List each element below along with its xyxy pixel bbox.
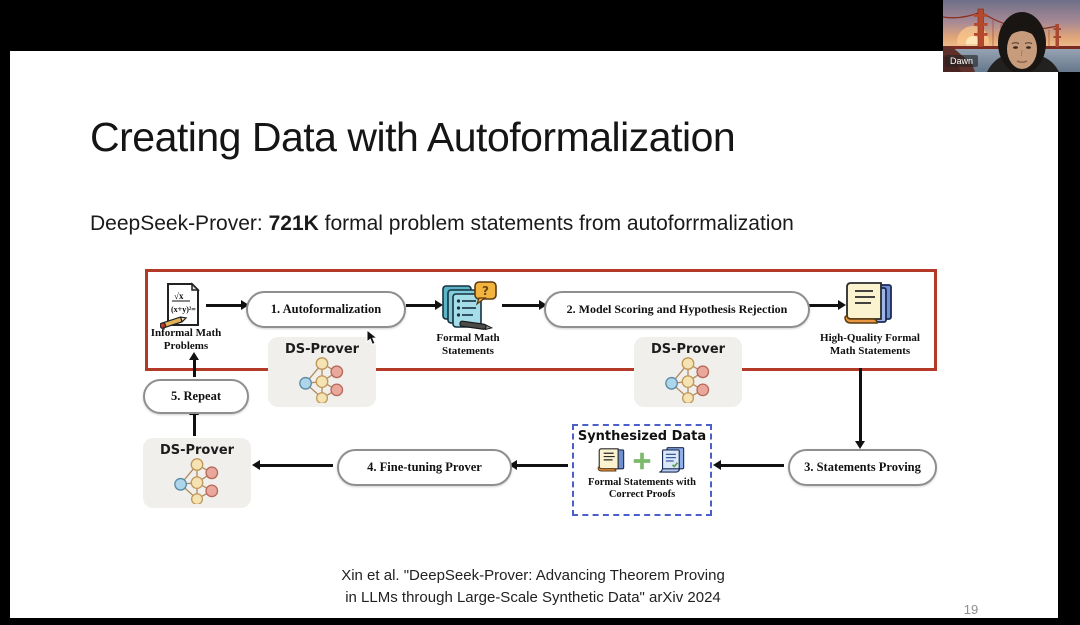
step-repeat: 5. Repeat [143,379,249,414]
proof-doc-check-icon [657,446,687,476]
ds-prover-card-finetuned [143,438,251,508]
citation-line1: Xin et al. "DeepSeek-Prover: Advancing Theorem Proving [341,567,725,584]
synthesized-data-label: Formal Statements with Correct Proofs [588,477,696,500]
ds-prover-label: DS-Prover [284,342,360,357]
ds-prover-label: DS-Prover [159,443,235,458]
arrow-formal-to-step2 [502,304,540,307]
subtitle-suffix: formal problem statements from autoforrmalization [318,212,794,235]
subtitle-prefix: DeepSeek-Prover: [90,212,269,235]
svg-text:?: ? [482,284,489,298]
synthesized-data-title: Synthesized Data [577,429,707,444]
formal-math-statements-label: Formal Math Statements [436,332,500,357]
citation-line2: in LLMs through Large-Scale Synthetic Data" arXiv 2024 [345,589,721,606]
arrow-highquality-to-step3 [859,368,862,442]
neural-network-icon [296,357,348,403]
neural-network-icon [662,357,714,403]
webcam-tile[interactable] [943,0,1080,72]
arrow-dsprover-to-repeat [193,414,196,436]
quality-documents-icon [843,279,897,331]
arrow-synthesized-to-step4 [516,464,568,467]
high-quality-statements-label: High-Quality Formal Math Statements [820,332,920,357]
informal-math-problems-label: Informal Math Problems [150,327,222,352]
synthesized-data-icons [574,445,710,477]
step-statements-proving: 3. Statements Proving [788,449,937,486]
arrow-step1-to-formal [406,304,436,307]
page-number: 19 [963,602,979,617]
formal-statements-question-icon [440,281,498,333]
arrow-repeat-to-informal [193,359,196,377]
plus-icon [631,450,653,472]
arrow-informal-to-step1 [206,304,242,307]
ds-prover-label: DS-Prover [650,342,726,357]
arrow-step2-to-highquality [809,304,839,307]
step-finetuning-prover: 4. Fine-tuning Prover [337,449,512,486]
neural-network-icon [171,458,223,504]
math-paper-pencil-icon [160,281,204,331]
arrow-step3-to-synthesized [720,464,784,467]
ds-prover-card-scoring [634,337,742,407]
synthesized-data-box [572,424,712,516]
svg-text:√x: √x [174,291,184,301]
subtitle-highlight: 721K [268,212,319,235]
mouse-cursor [366,329,379,346]
citation [108,565,958,609]
formal-statement-doc-icon [597,446,627,476]
participant-name-badge: Dawn [945,55,978,67]
pipeline-diagram [10,51,1058,618]
slide [10,51,1058,618]
step-autoformalization: 1. Autoformalization [246,291,406,328]
svg-text:(x+y)²=: (x+y)²= [171,305,196,314]
arrow-step4-to-dsprover [259,464,333,467]
ds-prover-card-autoformalization [268,337,376,407]
step-model-scoring: 2. Model Scoring and Hypothesis Rejection [544,291,810,328]
page-title: Creating Data with Autoformalization [90,114,736,160]
